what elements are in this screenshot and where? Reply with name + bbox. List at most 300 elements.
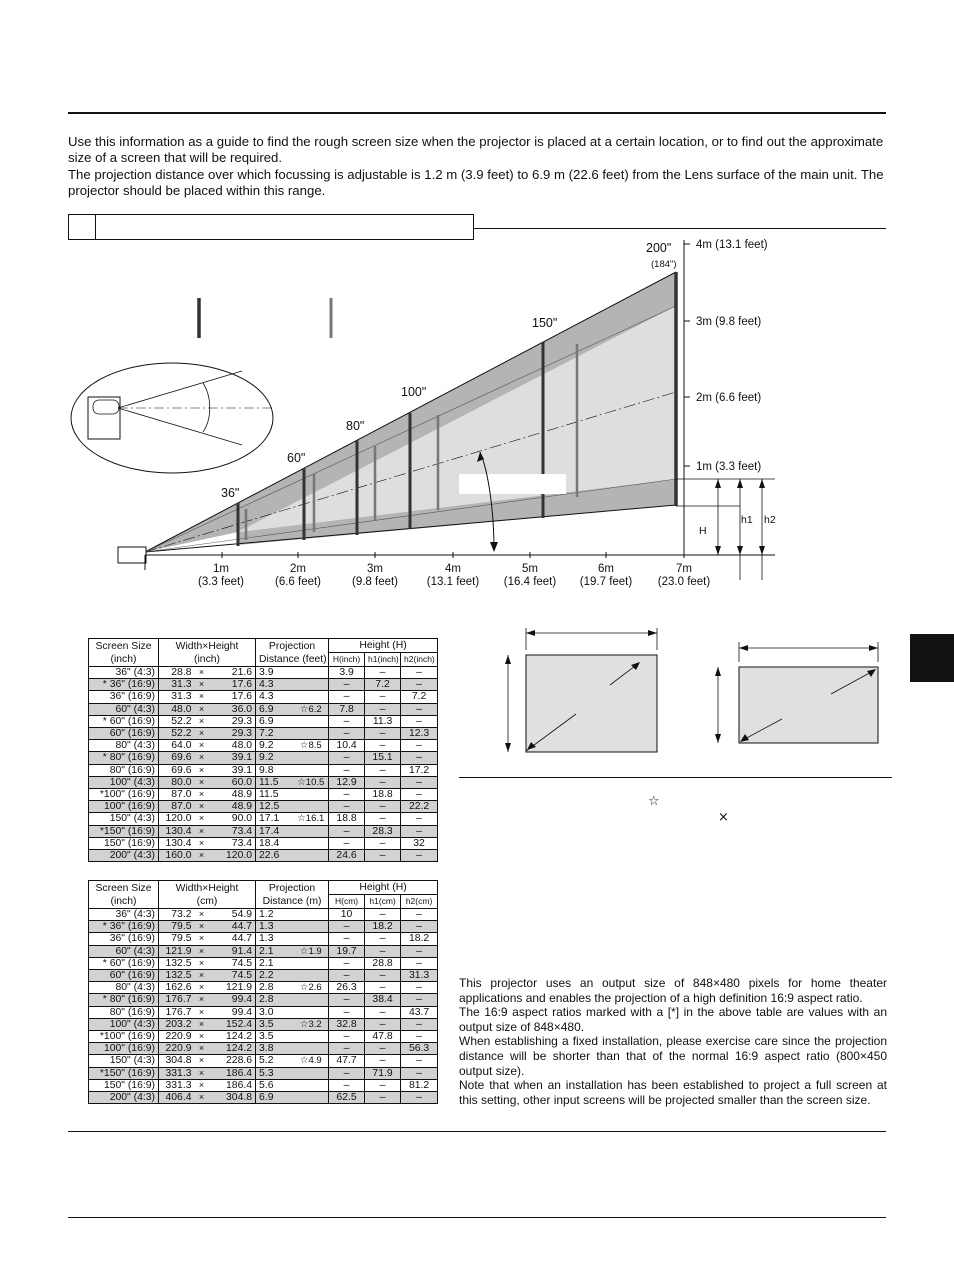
table-cell: *100" (16:9)	[89, 789, 159, 801]
table-cell: 11.3	[365, 715, 401, 727]
table-cell: –	[329, 933, 365, 945]
table-cell	[294, 837, 329, 849]
table-cell: ×	[195, 801, 209, 813]
table-cell: –	[401, 740, 438, 752]
table-cell: 21.6	[209, 667, 256, 679]
table-cell: 74.5	[209, 957, 256, 969]
table-cell: –	[401, 1055, 438, 1067]
table-cell: ×	[195, 691, 209, 703]
table-cell: ×	[195, 1018, 209, 1030]
table-cell: ×	[195, 1031, 209, 1043]
table-cell: –	[329, 1031, 365, 1043]
table-cell: 73.2	[159, 909, 195, 921]
height-label-4m: 4m (13.1 feet)	[696, 239, 768, 251]
table-cell: 69.6	[159, 752, 195, 764]
table-cell	[294, 970, 329, 982]
table-cell: –	[365, 801, 401, 813]
table-cell: 15.1	[365, 752, 401, 764]
table-cell: ×	[195, 1067, 209, 1079]
table-cell: 18.4	[256, 837, 294, 849]
table-cell: *100" (16:9)	[89, 1031, 159, 1043]
table-cell: 32	[401, 837, 438, 849]
table-cell: 74.5	[209, 970, 256, 982]
table-cell	[294, 933, 329, 945]
table-cell: 48.0	[209, 740, 256, 752]
table-cell: ☆3.2	[294, 1018, 329, 1030]
table-row	[89, 1018, 438, 1030]
table-cell	[294, 1043, 329, 1055]
height-label-3m: 3m (9.8 feet)	[696, 316, 762, 328]
table-cell: 220.9	[159, 1031, 195, 1043]
table-row	[89, 1043, 438, 1055]
table-cell: –	[329, 728, 365, 740]
table-cell: –	[401, 715, 438, 727]
distance-feet-2: (6.6 feet)	[274, 576, 322, 588]
table-cell: 186.4	[209, 1079, 256, 1091]
table-row	[89, 776, 438, 788]
intro-paragraph-1: Use this information as a guide to find the rough screen size when the projector is placed at a certain location, or to find out the approximate size of a screen that will be required.	[68, 134, 884, 166]
table-cell: ×	[195, 970, 209, 982]
illustration-divider	[459, 777, 892, 778]
table-cell: 2.8	[256, 982, 294, 994]
table-cell: –	[401, 921, 438, 933]
th-screen-size: Screen Size (inch)	[89, 639, 159, 667]
table-cell: ×	[195, 789, 209, 801]
distance-feet-6: (19.7 feet)	[579, 576, 633, 588]
table-cell: 24.6	[329, 850, 365, 862]
table-cell	[294, 850, 329, 862]
table-cell: 18.8	[329, 813, 365, 825]
table-cell: 48.9	[209, 801, 256, 813]
table-cell: 17.1	[256, 813, 294, 825]
screen-label-36: 36"	[221, 486, 240, 500]
table-cell: 3.9	[329, 667, 365, 679]
table-cell	[294, 728, 329, 740]
table-row	[89, 982, 438, 994]
table-cell: –	[401, 752, 438, 764]
table-cm-body	[89, 909, 438, 1104]
table-cell: 99.4	[209, 1006, 256, 1018]
table-cell	[294, 1006, 329, 1018]
table-cell: 124.2	[209, 1043, 256, 1055]
table-row	[89, 909, 438, 921]
legend-star: ☆	[648, 794, 660, 809]
table-cell: 100" (4:3)	[89, 776, 159, 788]
table-cell: 17.2	[401, 764, 438, 776]
table-cell: 48.9	[209, 789, 256, 801]
table-cell: 32.8	[329, 1018, 365, 1030]
table-cell: * 60" (16:9)	[89, 715, 159, 727]
table-row	[89, 728, 438, 740]
table-cell: 9.2	[256, 752, 294, 764]
table-cell: 64.0	[159, 740, 195, 752]
table-cell: 60.0	[209, 776, 256, 788]
table-cell: –	[401, 667, 438, 679]
table-cell: –	[365, 1079, 401, 1091]
table-cell	[294, 1067, 329, 1079]
table-cell: 200" (4:3)	[89, 1092, 159, 1104]
table-cell: –	[401, 982, 438, 994]
table-cell: 47.8	[365, 1031, 401, 1043]
table-cell: 121.9	[159, 945, 195, 957]
mid-rule	[68, 1131, 886, 1132]
table-cell: –	[329, 752, 365, 764]
table-cell: –	[401, 789, 438, 801]
table-cell: 331.3	[159, 1079, 195, 1091]
table-row	[89, 813, 438, 825]
table-row	[89, 789, 438, 801]
table-cell: 31.3	[159, 691, 195, 703]
table-cell: 11.5	[256, 789, 294, 801]
table-cell: –	[365, 728, 401, 740]
table-cell: 87.0	[159, 801, 195, 813]
projection-diagram	[0, 0, 954, 600]
table-cell: ×	[195, 1043, 209, 1055]
table-cell: 1.3	[256, 933, 294, 945]
distance-feet-1: (3.3 feet)	[197, 576, 245, 588]
table-cell: –	[365, 691, 401, 703]
table-cell: *150" (16:9)	[89, 1067, 159, 1079]
note-paragraph-4: Note that when an installation has been established to project a full screen at this setting, other input screens will be projected smaller than the screen size.	[459, 1078, 887, 1107]
table-cell: 176.7	[159, 1006, 195, 1018]
table-cell: 39.1	[209, 764, 256, 776]
table-cell: * 80" (16:9)	[89, 752, 159, 764]
table-cell: –	[329, 825, 365, 837]
table-cell: 56.3	[401, 1043, 438, 1055]
table-cell: –	[401, 909, 438, 921]
table-cell: –	[329, 921, 365, 933]
table-cell: –	[365, 982, 401, 994]
table-cell: –	[365, 837, 401, 849]
screen-label-150: 150"	[532, 316, 558, 330]
table-row	[89, 850, 438, 862]
table-cell: –	[365, 945, 401, 957]
table-cell: 44.7	[209, 933, 256, 945]
screen-label-100: 100"	[401, 385, 427, 399]
table-row	[89, 703, 438, 715]
table-cell: –	[401, 679, 438, 691]
table-cell: 132.5	[159, 970, 195, 982]
table-cell: –	[365, 776, 401, 788]
table-cell: ×	[195, 776, 209, 788]
legend-times: ×	[718, 810, 729, 825]
table-cell: 150" (16:9)	[89, 837, 159, 849]
table-cell: 120.0	[209, 850, 256, 862]
table-cell: 18.2	[401, 933, 438, 945]
table-cell: ☆4.9	[294, 1055, 329, 1067]
table-cell: 36" (4:3)	[89, 909, 159, 921]
table-cell: * 60" (16:9)	[89, 957, 159, 969]
table-cell: 17.4	[256, 825, 294, 837]
table-row	[89, 994, 438, 1006]
table-cell: 44.7	[209, 921, 256, 933]
table-cell: –	[365, 933, 401, 945]
screen-label-60: 60"	[287, 451, 306, 465]
table-cell: 48.0	[159, 703, 195, 715]
table-cell: –	[365, 1092, 401, 1104]
table-row	[89, 764, 438, 776]
distance-label-3m: 3m	[367, 563, 383, 575]
table-cell: 7.8	[329, 703, 365, 715]
table-cell: 406.4	[159, 1092, 195, 1104]
table-row	[89, 691, 438, 703]
table-cell: –	[329, 691, 365, 703]
table-cell: 7.2	[365, 679, 401, 691]
th-height: Height (H)	[329, 639, 438, 653]
table-cell: –	[365, 970, 401, 982]
table-row	[89, 1006, 438, 1018]
table-cell: 31.3	[401, 970, 438, 982]
table-row	[89, 679, 438, 691]
table-cell	[294, 691, 329, 703]
table-cell: ×	[195, 764, 209, 776]
table-cell: ☆6.2	[294, 703, 329, 715]
table-cell: –	[401, 850, 438, 862]
table-cell: 150" (4:3)	[89, 1055, 159, 1067]
table-cell: 80" (4:3)	[89, 740, 159, 752]
table-cell	[294, 957, 329, 969]
table-cell: * 36" (16:9)	[89, 921, 159, 933]
table-cell: 11.5	[256, 776, 294, 788]
table-cell	[294, 789, 329, 801]
table-row	[89, 1067, 438, 1079]
table-cell: –	[365, 909, 401, 921]
table-cell: 121.9	[209, 982, 256, 994]
table-cell: *150" (16:9)	[89, 825, 159, 837]
table-cell: 3.9	[256, 667, 294, 679]
table-cell: ×	[195, 715, 209, 727]
table-cell: 228.6	[209, 1055, 256, 1067]
table-cell: ×	[195, 837, 209, 849]
table-cell: 36" (16:9)	[89, 691, 159, 703]
table-cell: 152.4	[209, 1018, 256, 1030]
table-cell: –	[365, 764, 401, 776]
table-cell	[294, 994, 329, 1006]
table-cell: 73.4	[209, 825, 256, 837]
table-cell: 176.7	[159, 994, 195, 1006]
table-cell: 80" (16:9)	[89, 1006, 159, 1018]
table-cell: 80.0	[159, 776, 195, 788]
table-cell: ×	[195, 1006, 209, 1018]
table-cell: 10	[329, 909, 365, 921]
table-cell: 6.9	[256, 703, 294, 715]
note-paragraph-3: When establishing a fixed installation, please exercise care since the projection distance will be shorter than that of the normal 16:9 aspect ratio (800×450 output size).	[459, 1034, 887, 1078]
size-table-cm	[88, 880, 438, 1104]
table-cell: –	[365, 1043, 401, 1055]
subheader-cell: H(cm)	[329, 895, 365, 909]
table-cell: 39.1	[209, 752, 256, 764]
table-cell: 3.8	[256, 1043, 294, 1055]
table-cell: –	[329, 1006, 365, 1018]
table-cell	[294, 921, 329, 933]
table-cell: –	[401, 945, 438, 957]
table-cell	[294, 764, 329, 776]
distance-feet-4: (13.1 feet)	[426, 576, 480, 588]
table-cell: –	[329, 837, 365, 849]
table-cell: –	[329, 1079, 365, 1091]
table-cell: 2.2	[256, 970, 294, 982]
table-cell: 304.8	[159, 1055, 195, 1067]
table-cell: –	[401, 703, 438, 715]
table-cell: 54.9	[209, 909, 256, 921]
dim-label-h1: h1	[741, 514, 753, 526]
table-cell: 38.4	[365, 994, 401, 1006]
table-row	[89, 957, 438, 969]
table-cell: 79.5	[159, 933, 195, 945]
table-cell: –	[365, 1055, 401, 1067]
table-cell: 26.3	[329, 982, 365, 994]
table-row	[89, 667, 438, 679]
table-cell: 331.3	[159, 1067, 195, 1079]
angle-arrow-head-bottom	[490, 542, 498, 552]
table-cell: 3.5	[256, 1031, 294, 1043]
projector-icon	[118, 547, 146, 563]
table-cell	[294, 801, 329, 813]
screen-43-shape	[526, 655, 657, 752]
table-cell: –	[329, 764, 365, 776]
table-cell: 52.2	[159, 728, 195, 740]
table-cell: –	[329, 957, 365, 969]
table-cell: 12.9	[329, 776, 365, 788]
table-cell: 18.8	[365, 789, 401, 801]
table-row	[89, 933, 438, 945]
table-cell: –	[401, 1031, 438, 1043]
table-cell: 36.0	[209, 703, 256, 715]
table-cell: 150" (16:9)	[89, 1079, 159, 1091]
note-text	[459, 976, 887, 1107]
height-label-2m: 2m (6.6 feet)	[696, 392, 762, 404]
table-row	[89, 825, 438, 837]
th-height-cm: Height (H)	[329, 881, 438, 895]
table-row	[89, 1092, 438, 1104]
table-cell: 28.8	[365, 957, 401, 969]
table-cell: 5.3	[256, 1067, 294, 1079]
table-cell: 31.3	[159, 679, 195, 691]
table-cell: –	[329, 801, 365, 813]
table-cell: 12.3	[401, 728, 438, 740]
table-cell: 150" (4:3)	[89, 813, 159, 825]
table-cell: 18.2	[365, 921, 401, 933]
table-cell: –	[365, 813, 401, 825]
table-cell: –	[329, 970, 365, 982]
table-cell: 29.3	[209, 728, 256, 740]
table-row	[89, 752, 438, 764]
table-cell: ☆1.9	[294, 945, 329, 957]
table-cell: 3.0	[256, 1006, 294, 1018]
table-row	[89, 1031, 438, 1043]
table-cell: 62.5	[329, 1092, 365, 1104]
table-cell: 9.2	[256, 740, 294, 752]
lens-detail	[93, 400, 119, 414]
table-cell: * 80" (16:9)	[89, 994, 159, 1006]
table-cell: –	[401, 813, 438, 825]
table-cell: 186.4	[209, 1067, 256, 1079]
table-cell: 99.4	[209, 994, 256, 1006]
table-cell: ×	[195, 752, 209, 764]
table-cell: ×	[195, 813, 209, 825]
table-cell	[294, 752, 329, 764]
table-cell: –	[329, 679, 365, 691]
table-cell: 10.4	[329, 740, 365, 752]
table-cell: 22.6	[256, 850, 294, 862]
table-cell: 80" (4:3)	[89, 982, 159, 994]
note-paragraph-1: This projector uses an output size of 848×480 pixels for home theater applications and enables the projection of a high definition 16:9 aspect ratio.	[459, 976, 887, 1005]
screen-label-200: 200"	[646, 241, 672, 255]
table-cell	[294, 825, 329, 837]
table-inch-body	[89, 667, 438, 862]
th-screen-size-cm: Screen Size (inch)	[89, 881, 159, 909]
table-cell: 60" (4:3)	[89, 703, 159, 715]
table-cell: 73.4	[209, 837, 256, 849]
table-cell: 2.1	[256, 945, 294, 957]
table-cell: 2.1	[256, 957, 294, 969]
table-cell: 3.5	[256, 1018, 294, 1030]
chapter-tab	[910, 634, 954, 682]
table-cell: 200" (4:3)	[89, 850, 159, 862]
table-cell: 162.6	[159, 982, 195, 994]
table-cell: 1.2	[256, 909, 294, 921]
table-cell: 17.6	[209, 691, 256, 703]
table-cell: 80" (16:9)	[89, 764, 159, 776]
table-cell: 60" (16:9)	[89, 728, 159, 740]
distance-label-6m: 6m	[598, 563, 614, 575]
table-cell: 4.3	[256, 691, 294, 703]
table-cell: –	[401, 1067, 438, 1079]
table-cell: 9.8	[256, 764, 294, 776]
table-cell: 120.0	[159, 813, 195, 825]
table-cell: 6.9	[256, 715, 294, 727]
table-cell: –	[329, 715, 365, 727]
table-cell: –	[329, 1067, 365, 1079]
table-cell: ×	[195, 982, 209, 994]
subheader-cell: h1(inch)	[365, 653, 401, 667]
table-cell: –	[365, 1018, 401, 1030]
table-cell: 7.2	[256, 728, 294, 740]
distance-feet-5: (16.4 feet)	[503, 576, 557, 588]
distance-label-5m: 5m	[522, 563, 538, 575]
table-cell: 100" (16:9)	[89, 801, 159, 813]
table-cell: ☆16.1	[294, 813, 329, 825]
th-width-height-cm: Width×Height (cm)	[159, 881, 256, 909]
table-cell: 52.2	[159, 715, 195, 727]
table-cell: 43.7	[401, 1006, 438, 1018]
table-cell: ×	[195, 825, 209, 837]
note-paragraph-2: The 16:9 aspect ratios marked with a [*] in the above table are values with an output size of 848×480.	[459, 1005, 887, 1034]
table-cell: ×	[195, 933, 209, 945]
table-cell: ×	[195, 728, 209, 740]
table-cell: 132.5	[159, 957, 195, 969]
table-cell: 79.5	[159, 921, 195, 933]
table-cell: 100" (4:3)	[89, 1018, 159, 1030]
th-width-height: Width×Height (inch)	[159, 639, 256, 667]
table-cell: –	[401, 1092, 438, 1104]
table-cell: ×	[195, 994, 209, 1006]
table-row	[89, 715, 438, 727]
table-cell: ×	[195, 1055, 209, 1067]
screen-label-80: 80"	[346, 419, 365, 433]
table-cell: –	[401, 776, 438, 788]
table-cell: –	[365, 850, 401, 862]
table-cell: 304.8	[209, 1092, 256, 1104]
table-cell: ×	[195, 957, 209, 969]
table-cell: –	[329, 789, 365, 801]
table-cell: –	[365, 1006, 401, 1018]
table-cell: 69.6	[159, 764, 195, 776]
distance-label-1m: 1m	[213, 563, 229, 575]
table-cell: 36" (4:3)	[89, 667, 159, 679]
table-row	[89, 921, 438, 933]
table-row	[89, 740, 438, 752]
